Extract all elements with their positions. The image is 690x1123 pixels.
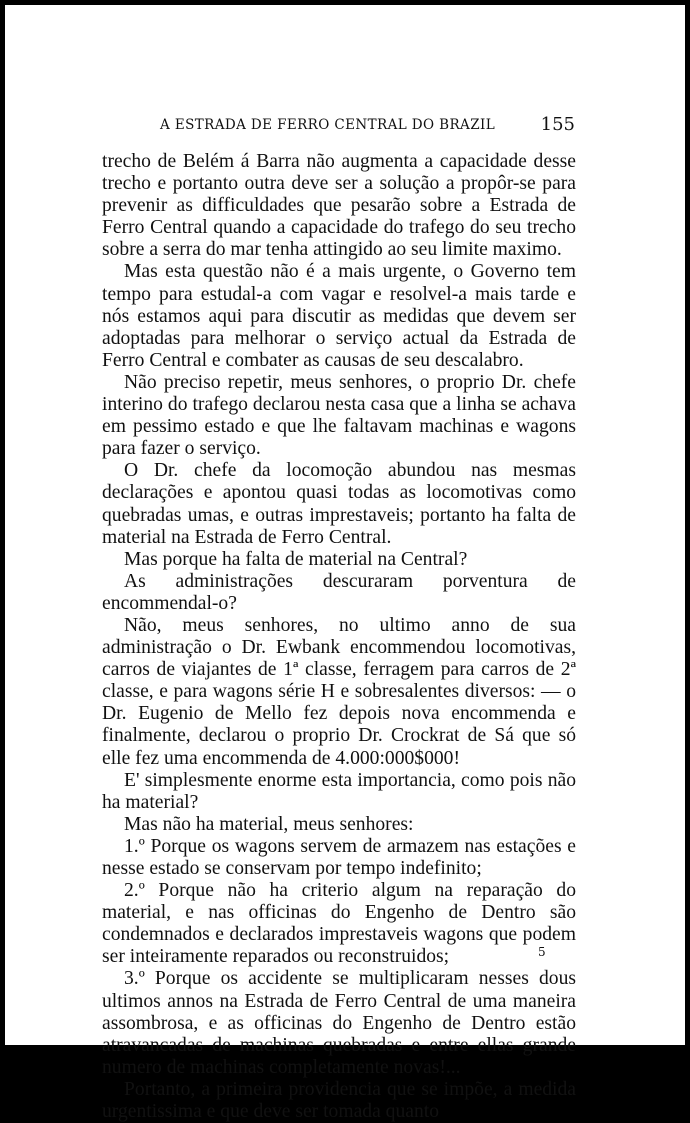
paragraph: Não preciso repetir, meus senhores, o proprio Dr. chefe interino do trafego declarou nesta casa que a linha se achava em pessimo estado e que lhe faltavam machinas e wagons para fazer o serviço. [102, 371, 576, 460]
running-header-title: A ESTRADA DE FERRO CENTRAL DO BRAZIL [160, 117, 496, 133]
paragraph: E' simplesmente enorme esta importancia, como pois não ha material? [102, 769, 576, 813]
body-text [102, 151, 576, 1123]
paragraph: trecho de Belém á Barra não augmenta a capacidade desse trecho e portanto outra deve ser a solução a propôr-se para prevenir as difficuldades que pesarão sobre a Estrada de Ferro Central quando a capacidade do trafego do seu trecho sobre a serra do mar tenha attingido ao seu limite maximo. [102, 151, 576, 261]
signature-mark: 5 [538, 945, 546, 959]
paragraph: As administrações descuraram porventura de encommendal-o? [102, 570, 576, 614]
page-number: 155 [540, 114, 575, 135]
paragraph: Mas não ha material, meus senhores: [124, 813, 414, 835]
list-paragraph: 1.º Porque os wagons servem de armazem nas estações e nesse estado se conservam por tempo indefinito; [102, 835, 576, 879]
paragraph: O Dr. chefe da locomoção abundou nas mesmas declarações e apontou quasi todas as locomotivas como quebradas umas, e outras imprestaveis; portanto ha falta de material na Estrada de Ferro Central. [102, 460, 576, 548]
paragraph: Mas esta questão não é a mais urgente, o Governo tem tempo para estudal-a com vagar e resolvel-a mais tarde e nós estamos aqui para discutir as medidas que devem ser adoptadas para melhorar o serviço actual da Estrada de Ferro Central e combater as causas de seu descalabro. [102, 261, 576, 371]
list-paragraph: 3.º Porque os accidente se multiplicaram nesses dous ultimos annos na Estrada de Ferro Central de uma maneira assombrosa, e as officinas do Engenho de Dentro estão atravancadas de machinas quebradas e entre ellas grande numero de machinas completamente novas!... [102, 968, 576, 1078]
book-page [5, 5, 685, 1123]
paragraph: Portanto, a primeira providencia que se impõe, a medida urgentissima e que deve ser tomada quanto [102, 1078, 576, 1123]
running-header [160, 114, 575, 135]
paragraph: Não, meus senhores, no ultimo anno de sua administração o Dr. Ewbank encommendou locomotivas, carros de viajantes de 1ª classe, ferragem para carros de 2ª classe, e para wagons série H e sobresalentes diversos: — o Dr. Eugenio de Mello fez depois nova encommenda e finalmente, declarou o proprio Dr. Crockrat de Sá que só elle fez uma encommenda de 4.000:000$000! [102, 614, 576, 769]
paragraph: Mas porque ha falta de material na Central? [124, 548, 468, 570]
list-paragraph: 2.º Porque não ha criterio algum na reparação do material, e nas officinas do Engenho de Dentro são condemnados e declarados imprestaveis wagons que podem ser inteiramente reparados ou reconstruidos; [102, 880, 576, 968]
